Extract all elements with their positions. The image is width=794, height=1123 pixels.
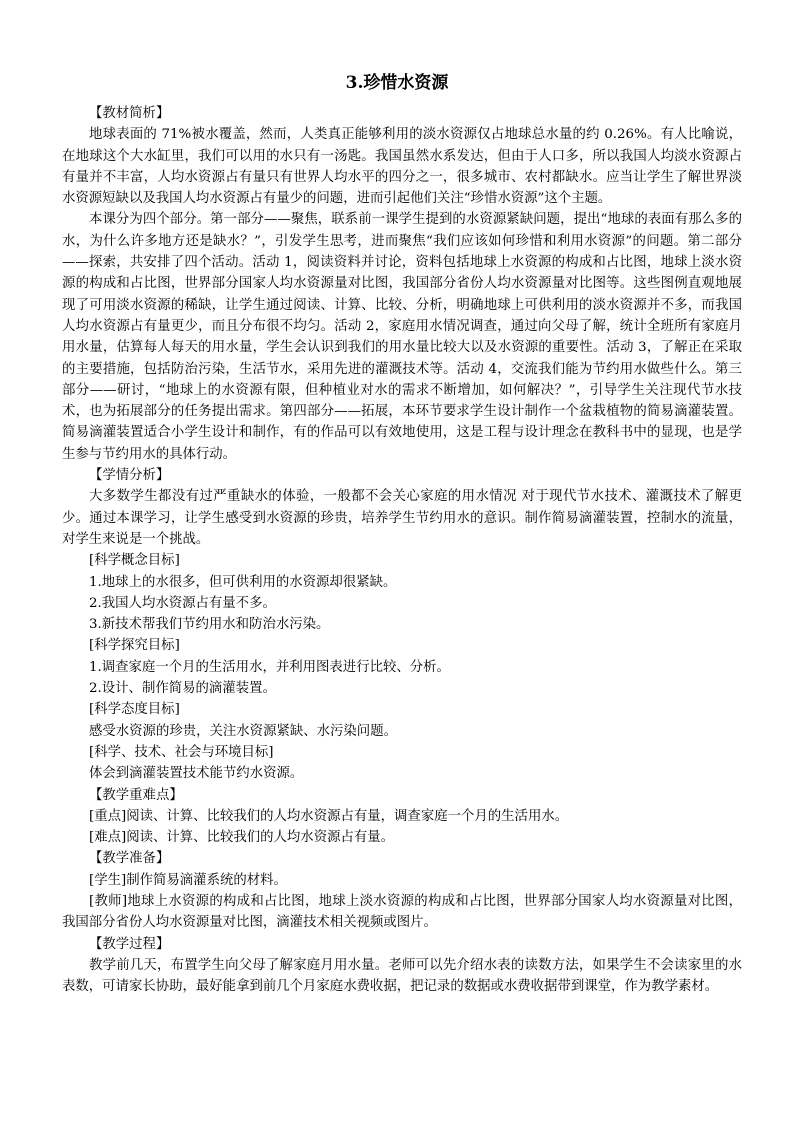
goal-item: 1.调查家庭一个月的生活用水，并利用图表进行比较、分析。 (89, 659, 450, 675)
section-heading-learner: 【学情分析】 (89, 468, 170, 484)
goal-heading-attitude: [科学态度目标] (89, 702, 180, 718)
document-body (62, 103, 742, 997)
goal-item: 体会到滴灌装置技术能节约水资源。 (89, 766, 304, 782)
prep-teacher: [教师]地球上水资源的构成和占比图，地球上淡水资源的构成和占比图，世界部分国家人均水资源量对比图，我国部分省份人均水资源量对比图，滴灌技术相关视频或图片。 (62, 893, 742, 931)
section-heading-analysis: 【教材简析】 (89, 106, 170, 121)
goal-item: 感受水资源的珍贵，关注水资源紧缺、水污染问题。 (89, 723, 397, 739)
goal-item: 2.设计、制作简易的滴灌装置。 (89, 681, 276, 697)
key-point: [重点]阅读、计算、比较我们的人均水资源占有量，调查家庭一个月的生活用水。 (89, 808, 569, 824)
goal-heading-inquiry: [科学探究目标] (89, 638, 180, 654)
section-heading-process: 【教学过程】 (89, 936, 170, 952)
goal-heading-concept: [科学概念目标] (89, 553, 180, 569)
page-title: 3.珍惜水资源 (345, 73, 449, 93)
difficult-point: [难点]阅读、计算、比较我们的人均水资源占有量。 (89, 830, 395, 846)
section-heading-key-points: 【教学重难点】 (89, 787, 183, 803)
goal-heading-sts: [科学、技术、社会与环境目标] (89, 744, 274, 760)
goal-item: 1.地球上的水很多，但可供利用的水资源却很紧缺。 (89, 574, 397, 590)
paragraph: 大多数学生都没有过严重缺水的体验，一般都不会关心家庭的用水情况 对于现代节水技术、灌溉技术了解更少。通过本课学习，让学生感受到水资源的珍贵，培养学生节约用水的意识。制作简易滴灌装置，控制水的流量，对学生来说是一个挑战。 (62, 489, 742, 547)
goal-item: 2.我国人均水资源占有量不多。 (89, 595, 276, 611)
paragraph: 地球表面的 71%被水覆盖，然而，人类真正能够利用的淡水资源仅占地球总水量的约 0.26%。有人比喻说，在地球这个大水缸里，我们可以用的水只有一汤匙。我国虽然水系发达，但由于人口多，所以我国人均淡水资源占有量并不丰富，人均水资源占有量只有世界人均水平的四分之一，很多城市、农村都缺水。应当让学生了解世界淡水资源短缺以及我国人均水资源占有量少的问题，进而引起他们关注“珍惜水资源”这个主题。 (62, 127, 742, 207)
paragraph: 本课分为四个部分。第一部分——聚焦，联系前一课学生提到的水资源紧缺问题，提出“地球的表面有那么多的水，为什么许多地方还是缺水？”，引发学生思考，进而聚焦“我们应该如何珍惜和利用水资源”的问题。第二部分——探索，共安排了四个活动。活动 1，阅读资料并讨论，资料包括地球上水资源的构成和占比图，地球上淡水资源的构成和占比图，世界部分国家人均水资源量对比图，我国部分省份人均水资源量对比图等。这些图例直观地展现了可用淡水资源的稀缺，让学生通过阅读、计算、比较、分析，明确地球上可供利用的淡水资源并不多，而我国人均水资源占有量更少，而且分布很不均匀。活动 2，家庭用水情况调查，通过向父母了解，统计全班所有家庭月用水量，估算每人每天的用水量，学生会认识到我们的用水量比较大以及水资源的重要性。活动 3，了解正在采取的主要措施，包括防治污染，生活节水，采用先进的灌溉技术等。活动 4，交流我们能为节约用水做些什么。第三部分——研讨，“地球上的水资源有限，但种植业对水的需求不断增加，如何解决？”，引导学生关注现代节水技术，也为拓展部分的任务提出需求。第四部分——拓展，本环节要求学生设计制作一个盆栽植物的简易滴灌装置。简易滴灌装置适合小学生设计和制作，有的作品可以有效地使用，这是工程与设计理念在教科书中的显现，也是学生参与节约用水的具体行动。 (62, 212, 742, 462)
paragraph: 教学前几天，布置学生向父母了解家庭月用水量。老师可以先介绍水表的读数方法，如果学生不会读家里的水表数，可请家长协助，最好能拿到前几个月家庭水费收据，把记录的数据或水费收据带到课堂，作为教学素材。 (62, 957, 742, 995)
goal-item: 3.新技术帮我们节约用水和防治水污染。 (89, 617, 330, 633)
section-heading-preparation: 【教学准备】 (89, 851, 170, 867)
prep-student: [学生]制作简易滴灌系统的材料。 (89, 872, 287, 888)
